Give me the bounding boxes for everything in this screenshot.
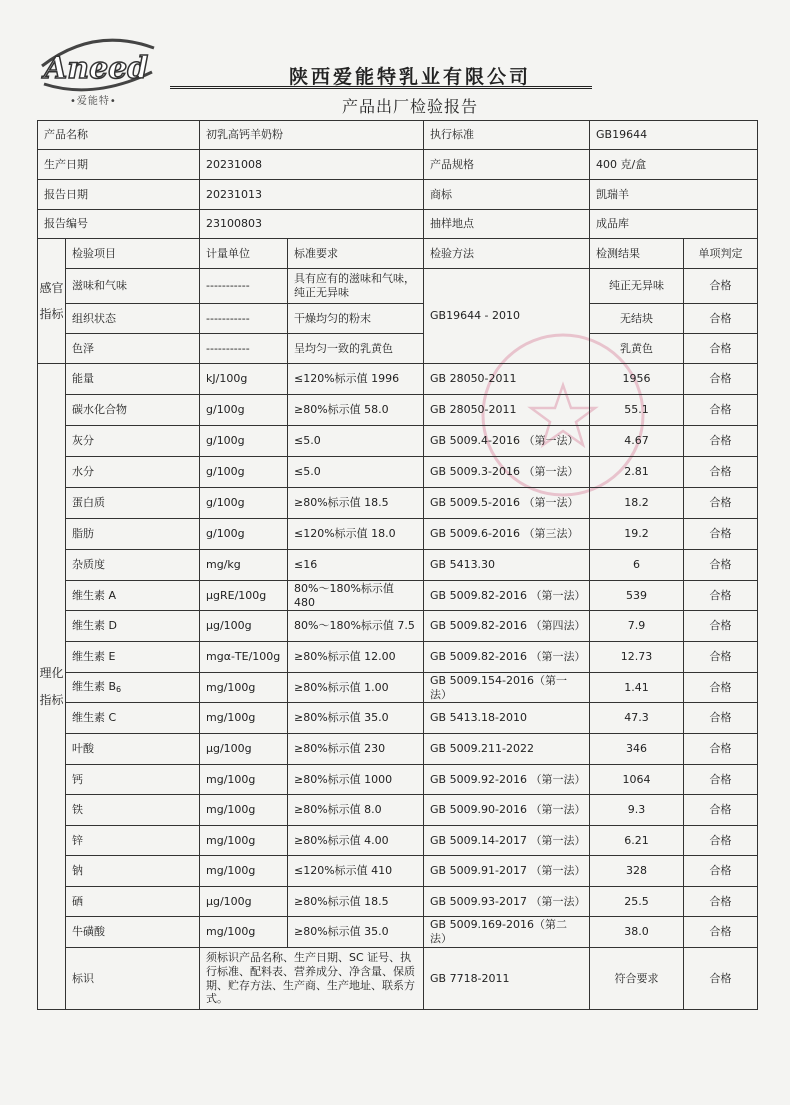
unit: g/100g [200, 395, 288, 426]
item-name: 牛磺酸 [66, 917, 200, 948]
result: 55.1 [590, 395, 684, 426]
item-name: 钙 [66, 765, 200, 795]
result: 12.73 [590, 642, 684, 673]
result: 乳黄色 [590, 334, 684, 364]
info-value: 400 克/盒 [590, 150, 758, 180]
standard: 80%～180%标示值 7.5 [288, 611, 424, 642]
standard: ≤5.0 [288, 426, 424, 457]
method: GB 5009.90-2016 （第一法） [424, 795, 590, 826]
method: GB 7718-2011 [424, 948, 590, 1010]
sensory-row [38, 304, 758, 334]
result: 25.5 [590, 887, 684, 917]
judgment: 合格 [684, 519, 758, 550]
method: GB 5009.3-2016 （第一法） [424, 457, 590, 488]
info-row [38, 121, 758, 150]
category-sensory: 感官指标 [38, 239, 66, 364]
physchem-row [38, 917, 758, 948]
item-name: 维生素 E [66, 642, 200, 673]
judgment: 合格 [684, 426, 758, 457]
method: GB 5009.82-2016 （第四法） [424, 611, 590, 642]
result: 1956 [590, 364, 684, 395]
physchem-row [38, 765, 758, 795]
result: 纯正无异味 [590, 269, 684, 304]
header-result: 检测结果 [590, 239, 684, 269]
method: GB 5009.211-2022 [424, 734, 590, 765]
standard: 具有应有的滋味和气味，纯正无异味 [288, 269, 424, 304]
item-name: 维生素 C [66, 703, 200, 734]
item-name: 滋味和气味 [66, 269, 200, 304]
subscript: 6 [116, 685, 122, 694]
physchem-row [38, 611, 758, 642]
inspection-report-table [37, 120, 758, 1010]
standard: 80%～180%标示值 480 [288, 581, 424, 611]
standard: ≥80%标示值 35.0 [288, 703, 424, 734]
physchem-row [38, 395, 758, 426]
label-requirement: 须标识产品名称、生产日期、SC 证号、执行标准、配料表、营养成分、净含量、保质期、贮存方法、生产商、生产地址、联系方式。 [200, 948, 424, 1010]
judgment: 合格 [684, 734, 758, 765]
info-label: 产品名称 [38, 121, 200, 150]
item-name: 灰分 [66, 426, 200, 457]
method: GB 5009.169-2016（第二法） [424, 917, 590, 948]
standard: ≤120%标示值 18.0 [288, 519, 424, 550]
method: GB 5009.82-2016 （第一法） [424, 581, 590, 611]
method: GB 5413.30 [424, 550, 590, 581]
unit: mg/100g [200, 826, 288, 856]
standard: ≥80%标示值 230 [288, 734, 424, 765]
standard: ≤120%标示值 410 [288, 856, 424, 887]
result: 38.0 [590, 917, 684, 948]
result: 无结块 [590, 304, 684, 334]
report-title: 产品出厂检验报告 [341, 97, 478, 116]
judgment: 合格 [684, 395, 758, 426]
item-name: 碳水化合物 [66, 395, 200, 426]
unit: mg/100g [200, 856, 288, 887]
result: 539 [590, 581, 684, 611]
physchem-row [38, 519, 758, 550]
judgment: 合格 [684, 304, 758, 334]
result: 6.21 [590, 826, 684, 856]
company-name: 陕西爱能特乳业有限公司 [288, 66, 531, 88]
method: GB 5009.14-2017 （第一法） [424, 826, 590, 856]
info-value: 23100803 [200, 210, 424, 239]
unit: g/100g [200, 457, 288, 488]
physchem-row [38, 826, 758, 856]
result: 1064 [590, 765, 684, 795]
physchem-row [38, 887, 758, 917]
standard: ≤5.0 [288, 457, 424, 488]
item-name: 色泽 [66, 334, 200, 364]
result: 2.81 [590, 457, 684, 488]
standard: ≥80%标示值 58.0 [288, 395, 424, 426]
item-name: 脂肪 [66, 519, 200, 550]
unit: mg/kg [200, 550, 288, 581]
standard: ≥80%标示值 1000 [288, 765, 424, 795]
standard: ≤16 [288, 550, 424, 581]
header-item: 检验项目 [66, 239, 200, 269]
item-name: 叶酸 [66, 734, 200, 765]
judgment: 合格 [684, 269, 758, 304]
info-row [38, 210, 758, 239]
result: 346 [590, 734, 684, 765]
physchem-row [38, 457, 758, 488]
item-name: 水分 [66, 457, 200, 488]
unit: g/100g [200, 519, 288, 550]
standard: ≥80%标示值 4.00 [288, 826, 424, 856]
info-label: 产品规格 [424, 150, 590, 180]
standard: ≥80%标示值 18.5 [288, 887, 424, 917]
item-name: 钠 [66, 856, 200, 887]
unit: kJ/100g [200, 364, 288, 395]
unit: μg/100g [200, 887, 288, 917]
judgment: 合格 [684, 856, 758, 887]
physchem-row [38, 856, 758, 887]
physchem-row [38, 734, 758, 765]
physchem-row [38, 364, 758, 395]
judgment: 合格 [684, 550, 758, 581]
item-name: 维生素 D [66, 611, 200, 642]
method: GB 5009.154-2016（第一法） [424, 673, 590, 703]
judgment: 合格 [684, 703, 758, 734]
result: 1.41 [590, 673, 684, 703]
info-value: 初乳高钙羊奶粉 [200, 121, 424, 150]
method: GB 5009.93-2017 （第一法） [424, 887, 590, 917]
info-value: 20231013 [200, 180, 424, 210]
physchem-row [38, 426, 758, 457]
unit: mg/100g [200, 917, 288, 948]
judgment: 合格 [684, 334, 758, 364]
physchem-row [38, 581, 758, 611]
result: 328 [590, 856, 684, 887]
info-label: 报告日期 [38, 180, 200, 210]
item-name: 铁 [66, 795, 200, 826]
sensory-row [38, 334, 758, 364]
judgment: 合格 [684, 948, 758, 1010]
judgment: 合格 [684, 795, 758, 826]
unit: mg/100g [200, 673, 288, 703]
standard: ≥80%标示值 8.0 [288, 795, 424, 826]
result: 7.9 [590, 611, 684, 642]
unit: ----------- [200, 269, 288, 304]
item-name: 锌 [66, 826, 200, 856]
unit: g/100g [200, 488, 288, 519]
info-row [38, 150, 758, 180]
unit: mg/100g [200, 703, 288, 734]
item-name: 能量 [66, 364, 200, 395]
judgment: 合格 [684, 488, 758, 519]
item-name: 标识 [66, 948, 200, 1010]
standard: ≥80%标示值 1.00 [288, 673, 424, 703]
judgment: 合格 [684, 887, 758, 917]
info-row [38, 180, 758, 210]
method: GB 28050-2011 [424, 364, 590, 395]
physchem-row [38, 795, 758, 826]
result: 9.3 [590, 795, 684, 826]
judgment: 合格 [684, 673, 758, 703]
header-rule [170, 86, 592, 87]
sensory-method: GB19644 - 2010 [424, 269, 590, 364]
info-label: 抽样地点 [424, 210, 590, 239]
header-unit: 计量单位 [200, 239, 288, 269]
unit: mg/100g [200, 795, 288, 826]
standard: 呈均匀一致的乳黄色 [288, 334, 424, 364]
item-name: 组织状态 [66, 304, 200, 334]
info-label: 生产日期 [38, 150, 200, 180]
method: GB 28050-2011 [424, 395, 590, 426]
header-method: 检验方法 [424, 239, 590, 269]
standard: ≥80%标示值 12.00 [288, 642, 424, 673]
unit: mgα-TE/100g [200, 642, 288, 673]
unit: g/100g [200, 426, 288, 457]
result: 符合要求 [590, 948, 684, 1010]
info-value: 凯瑞羊 [590, 180, 758, 210]
header-rule-double [170, 88, 592, 89]
svg-text:Aneed: Aneed [44, 51, 149, 86]
physchem-row [38, 550, 758, 581]
judgment: 合格 [684, 457, 758, 488]
info-value: 20231008 [200, 150, 424, 180]
physchem-row [38, 673, 758, 703]
unit: ----------- [200, 334, 288, 364]
result: 4.67 [590, 426, 684, 457]
item-name: 维生素 A [66, 581, 200, 611]
info-label: 执行标准 [424, 121, 590, 150]
judgment: 合格 [684, 611, 758, 642]
item-name: 杂质度 [66, 550, 200, 581]
info-label: 报告编号 [38, 210, 200, 239]
judgment: 合格 [684, 642, 758, 673]
category-physchem: 理化指标 [38, 364, 66, 1010]
result: 47.3 [590, 703, 684, 734]
label-row [38, 948, 758, 1010]
judgment: 合格 [684, 364, 758, 395]
standard: ≥80%标示值 35.0 [288, 917, 424, 948]
judgment: 合格 [684, 765, 758, 795]
unit: μg/100g [200, 734, 288, 765]
physchem-row [38, 703, 758, 734]
header-standard: 标准要求 [288, 239, 424, 269]
method: GB 5009.5-2016 （第一法） [424, 488, 590, 519]
method: GB 5009.6-2016 （第三法） [424, 519, 590, 550]
item-name: 硒 [66, 887, 200, 917]
method: GB 5413.18-2010 [424, 703, 590, 734]
judgment: 合格 [684, 826, 758, 856]
judgment: 合格 [684, 917, 758, 948]
judgment: 合格 [684, 581, 758, 611]
method: GB 5009.4-2016 （第一法） [424, 426, 590, 457]
result: 19.2 [590, 519, 684, 550]
standard: ≤120%标示值 1996 [288, 364, 424, 395]
info-value: GB19644 [590, 121, 758, 150]
result: 6 [590, 550, 684, 581]
sensory-row [38, 269, 758, 304]
unit: ----------- [200, 304, 288, 334]
method: GB 5009.82-2016 （第一法） [424, 642, 590, 673]
column-header-row [38, 239, 758, 269]
physchem-row [38, 642, 758, 673]
logo-caption: •爱能特• [70, 96, 117, 107]
physchem-row [38, 488, 758, 519]
unit: μg/100g [200, 611, 288, 642]
unit: μgRE/100g [200, 581, 288, 611]
method: GB 5009.92-2016 （第一法） [424, 765, 590, 795]
item-name: 维生素 $B_6$ [66, 673, 200, 703]
method: GB 5009.91-2017 （第一法） [424, 856, 590, 887]
result: 18.2 [590, 488, 684, 519]
header-judgment: 单项判定 [684, 239, 758, 269]
item-name: 蛋白质 [66, 488, 200, 519]
unit: mg/100g [200, 765, 288, 795]
info-value: 成品库 [590, 210, 758, 239]
standard: ≥80%标示值 18.5 [288, 488, 424, 519]
info-label: 商标 [424, 180, 590, 210]
standard: 干燥均匀的粉末 [288, 304, 424, 334]
